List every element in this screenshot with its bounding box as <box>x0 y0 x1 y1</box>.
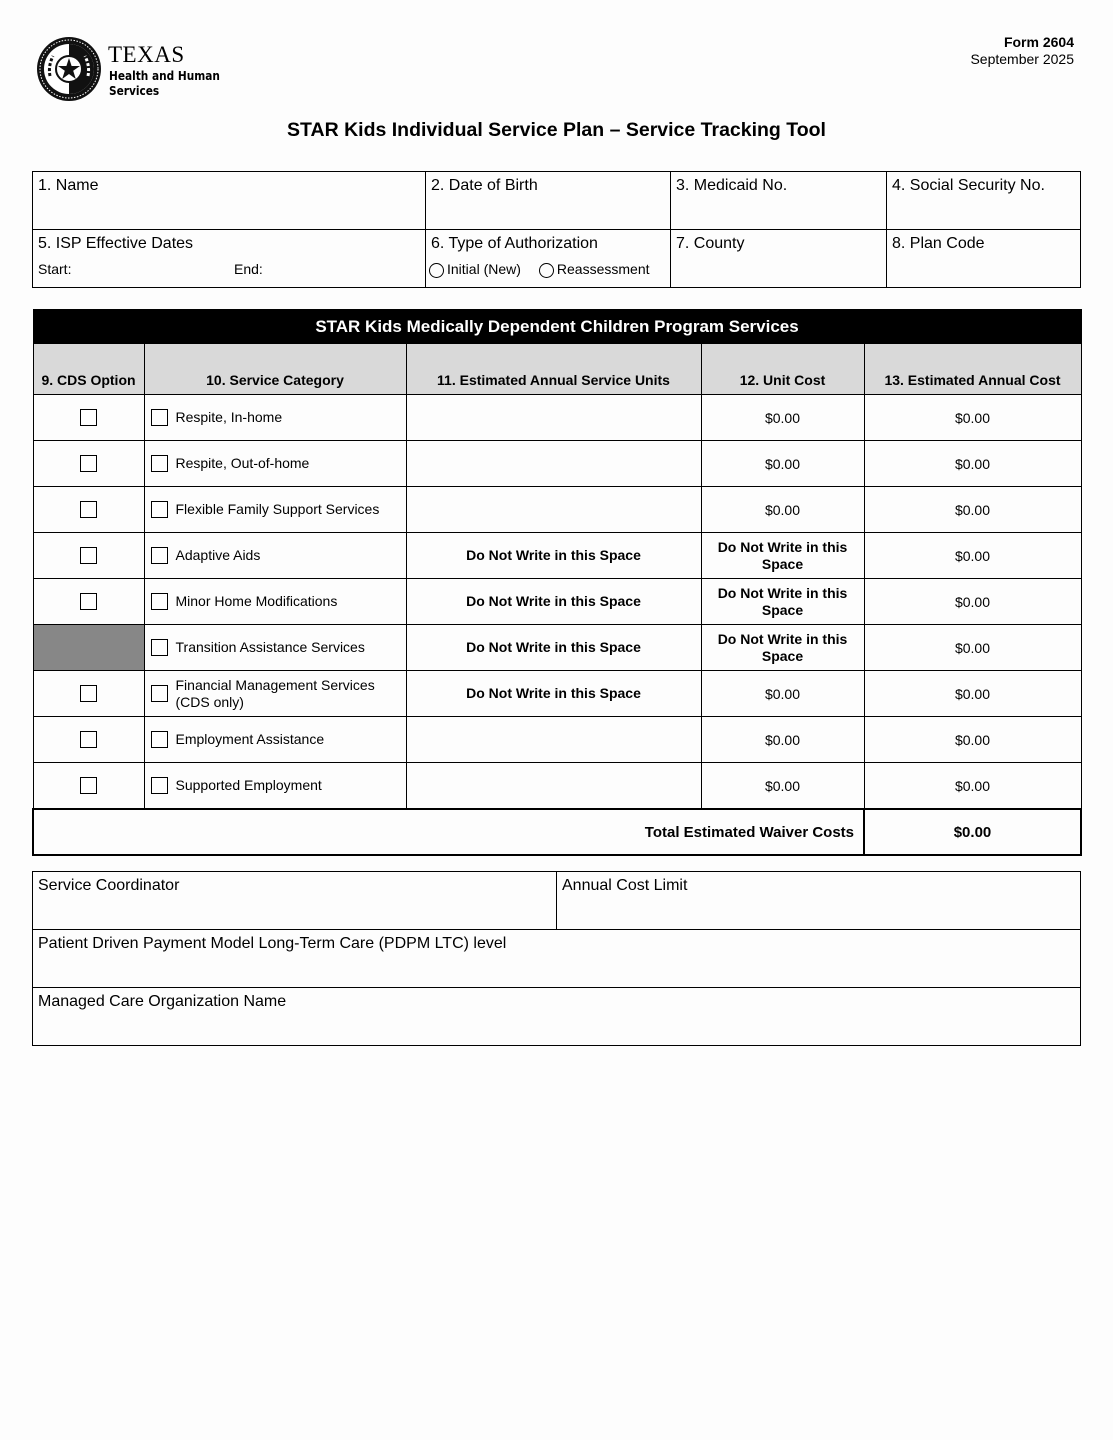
cds-cell <box>33 441 144 487</box>
logo-line3: Services <box>109 84 160 98</box>
radio-circle-icon <box>539 263 554 278</box>
service-row <box>33 763 1081 810</box>
service-category-cell <box>144 717 406 763</box>
coordinator-info-table <box>32 871 1081 1046</box>
annual-cost-cell: $0.00 <box>864 441 1081 487</box>
col-header-unit-cost: 12. Unit Cost <box>701 344 864 395</box>
isp-dates-label: 5. ISP Effective Dates <box>38 235 194 252</box>
service-category-label: Minor Home Modifications <box>175 593 338 609</box>
unit-cost-cell[interactable]: $0.00 <box>701 717 864 763</box>
services-table <box>32 309 1082 856</box>
start-date-field[interactable] <box>38 261 234 277</box>
annual-cost-cell: $0.00 <box>864 487 1081 533</box>
mco-label: Managed Care Organization Name <box>38 993 287 1010</box>
cds-checkbox[interactable] <box>80 731 97 748</box>
cds-checkbox[interactable] <box>80 501 97 518</box>
annual-cost-cell: $0.00 <box>864 671 1081 717</box>
service-row <box>33 441 1081 487</box>
county-field[interactable] <box>671 230 887 288</box>
units-cell[interactable] <box>406 717 701 763</box>
total-row <box>33 809 1081 855</box>
total-value: $0.00 <box>864 809 1081 855</box>
service-category-label: Transition Assistance Services <box>175 639 365 655</box>
end-label: End: <box>234 261 263 277</box>
pdpm-label: Patient Driven Payment Model Long-Term Care (PDPM LTC) level <box>38 935 507 952</box>
plan-code-field[interactable] <box>887 230 1081 288</box>
cds-cell <box>33 579 144 625</box>
service-category-label: Respite, Out-of-home <box>175 455 310 471</box>
cds-checkbox[interactable] <box>80 685 97 702</box>
dob-label: 2. Date of Birth <box>431 177 538 194</box>
service-category-label: Financial Management Services (CDS only) <box>175 676 375 710</box>
service-category-label: Flexible Family Support Services <box>175 501 380 517</box>
unit-cost-cell[interactable]: $0.00 <box>701 671 864 717</box>
annual-cost-cell: $0.00 <box>864 763 1081 810</box>
unit-cost-cell[interactable]: $0.00 <box>701 763 864 810</box>
service-checkbox[interactable] <box>151 593 168 610</box>
col-header-category: 10. Service Category <box>144 344 406 395</box>
logo-line2: Health and Human <box>109 69 220 83</box>
cds-shaded-cell <box>33 625 144 671</box>
units-cell[interactable] <box>406 395 701 441</box>
cds-cell <box>33 671 144 717</box>
hhs-logo <box>36 36 220 104</box>
total-label: Total Estimated Waiver Costs <box>33 809 864 855</box>
service-category-label: Respite, In-home <box>175 409 283 425</box>
auth-type-label: 6. Type of Authorization <box>431 235 598 252</box>
col-header-units: 11. Estimated Annual Service Units <box>406 344 701 395</box>
service-category-cell <box>144 395 406 441</box>
service-checkbox[interactable] <box>151 639 168 656</box>
service-category-label: Employment Assistance <box>175 731 325 747</box>
annual-cost-cell: $0.00 <box>864 579 1081 625</box>
service-checkbox[interactable] <box>151 409 168 426</box>
service-category-cell <box>144 487 406 533</box>
cds-checkbox[interactable] <box>80 409 97 426</box>
radio-reassessment[interactable] <box>539 261 650 278</box>
service-category-label: Supported Employment <box>175 777 322 793</box>
service-category-cell <box>144 533 406 579</box>
radio-initial-label: Initial (New) <box>447 261 521 277</box>
col-header-annual-cost: 13. Estimated Annual Cost <box>864 344 1081 395</box>
service-category-cell <box>144 579 406 625</box>
county-label: 7. County <box>676 235 745 252</box>
radio-reassessment-label: Reassessment <box>556 261 650 277</box>
service-row <box>33 533 1081 579</box>
units-cell[interactable] <box>406 487 701 533</box>
cds-checkbox[interactable] <box>80 777 97 794</box>
cds-cell <box>33 717 144 763</box>
cds-cell <box>33 763 144 810</box>
service-row <box>33 579 1081 625</box>
service-coordinator-label: Service Coordinator <box>38 877 180 894</box>
service-checkbox[interactable] <box>151 547 168 564</box>
end-date-field[interactable] <box>234 261 263 277</box>
unit-cost-cell: Do Not Write in this Space <box>701 579 864 625</box>
cds-checkbox[interactable] <box>80 593 97 610</box>
service-checkbox[interactable] <box>151 685 168 702</box>
unit-cost-cell[interactable]: $0.00 <box>701 395 864 441</box>
annual-cost-cell: $0.00 <box>864 533 1081 579</box>
pdpm-field[interactable] <box>33 930 1081 988</box>
annual-cost-limit-label: Annual Cost Limit <box>562 877 688 894</box>
service-row <box>33 717 1081 763</box>
col-header-cds: 9. CDS Option <box>33 344 144 395</box>
annual-cost-limit-field[interactable] <box>557 872 1081 930</box>
radio-initial[interactable] <box>429 261 521 278</box>
unit-cost-cell[interactable]: $0.00 <box>701 441 864 487</box>
form-date: September 2025 <box>970 51 1074 67</box>
unit-cost-cell: Do Not Write in this Space <box>701 533 864 579</box>
service-row <box>33 671 1081 717</box>
services-banner: STAR Kids Medically Dependent Children Program Services <box>33 310 1081 344</box>
ssn-field[interactable] <box>887 172 1081 230</box>
service-checkbox[interactable] <box>151 455 168 472</box>
service-category-cell <box>144 671 406 717</box>
service-category-cell <box>144 625 406 671</box>
units-cell: Do Not Write in this Space <box>406 671 701 717</box>
service-row <box>33 395 1081 441</box>
radio-circle-icon <box>429 263 444 278</box>
service-coordinator-field[interactable] <box>33 872 557 930</box>
cds-cell <box>33 487 144 533</box>
page-title: STAR Kids Individual Service Plan – Service Tracking Tool <box>287 119 826 141</box>
plan-code-label: 8. Plan Code <box>892 235 985 252</box>
texas-seal-icon <box>36 36 102 102</box>
form-number: Form 2604 <box>1003 34 1074 50</box>
units-cell: Do Not Write in this Space <box>406 533 701 579</box>
units-cell: Do Not Write in this Space <box>406 625 701 671</box>
cds-checkbox[interactable] <box>80 455 97 472</box>
isp-dates-field <box>33 230 426 288</box>
annual-cost-cell: $0.00 <box>864 395 1081 441</box>
service-row <box>33 625 1081 671</box>
unit-cost-cell: Do Not Write in this Space <box>701 625 864 671</box>
service-checkbox[interactable] <box>151 777 168 794</box>
cds-cell <box>33 533 144 579</box>
annual-cost-cell: $0.00 <box>864 717 1081 763</box>
unit-cost-cell[interactable]: $0.00 <box>701 487 864 533</box>
service-category-cell <box>144 441 406 487</box>
cds-checkbox[interactable] <box>80 547 97 564</box>
medicaid-field[interactable] <box>671 172 887 230</box>
dob-field[interactable] <box>426 172 671 230</box>
service-checkbox[interactable] <box>151 731 168 748</box>
ssn-label: 4. Social Security No. <box>892 177 1045 194</box>
annual-cost-cell: $0.00 <box>864 625 1081 671</box>
service-row <box>33 487 1081 533</box>
service-category-cell <box>144 763 406 810</box>
logo-texas-text: TEXAS <box>108 42 185 67</box>
medicaid-label: 3. Medicaid No. <box>676 177 788 194</box>
form-meta <box>970 34 1074 68</box>
units-cell[interactable] <box>406 441 701 487</box>
service-checkbox[interactable] <box>151 501 168 518</box>
name-field[interactable] <box>33 172 426 230</box>
name-label: 1. Name <box>38 177 99 194</box>
units-cell[interactable] <box>406 763 701 810</box>
auth-type-field <box>426 230 671 288</box>
mco-field[interactable] <box>33 988 1081 1046</box>
logo-hhs-text <box>109 69 220 99</box>
cds-cell <box>33 395 144 441</box>
units-cell: Do Not Write in this Space <box>406 579 701 625</box>
start-label: Start: <box>38 261 72 277</box>
member-info-table <box>32 171 1081 288</box>
service-category-label: Adaptive Aids <box>175 547 261 563</box>
